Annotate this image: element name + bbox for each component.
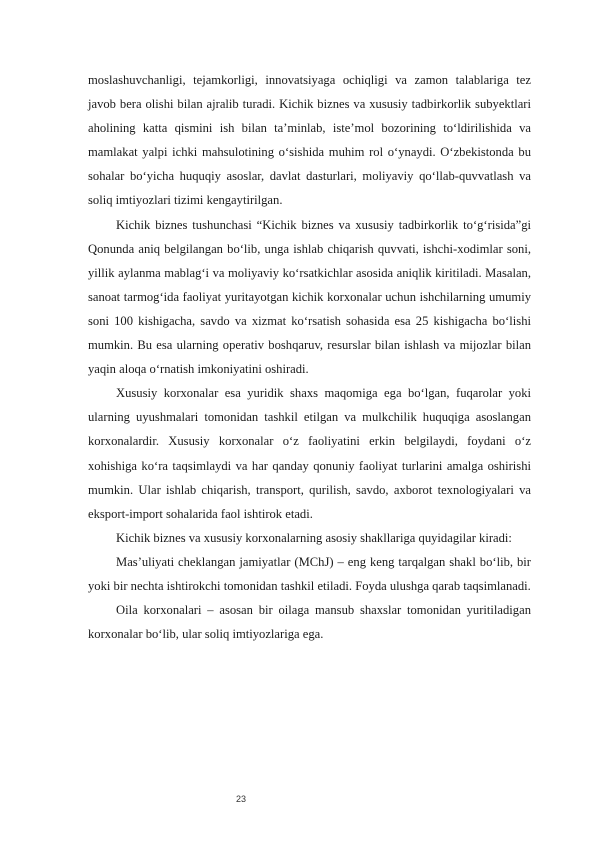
body-text <box>88 68 531 646</box>
paragraph-private-enterprises: Xususiy korxonalar esa yuridik shaxs maqomiga ega bo‘lgan, fuqarolar yoki ularning uyushmalari tomonidan tashkil etilgan va mulkchilik huquqiga asoslangan korxonalardir. Xususiy korxonalar o‘z faoliyatini erkin belgilaydi, foydani o‘z xohishiga ko‘ra taqsimlaydi va har qanday qonuniy faoliyat turlarini amalga oshirishi mumkin. Ular ishlab chiqarish, transport, qurilish, savdo, axborot texnologiyalari va eksport-import sohalarida faol ishtirok etadi. <box>88 386 531 521</box>
page-number: 23 <box>235 794 246 804</box>
paragraph-small-business-definition: Kichik biznes tushunchasi “Kichik biznes va xususiy tadbirkorlik to‘g‘risida”gi Qonunda aniq belgilangan bo‘lib, unga ishlab chiqarish quvvati, ishchi-xodimlar soni, yillik aylanma mablag‘i va moliyaviy ko‘rsatkichlar asosida aniqlik kiritiladi. Masalan, sanoat tarmog‘ida faoliyat yuritayotgan kichik korxonalar uchun ishchilarning umumiy soni 100 kishigacha, savdo va xizmat ko‘rsatish sohasida esa 25 kishigacha bo‘lishi mumkin. Bu esa ularning operativ boshqaruv, resurslar bilan ishlash va mijozlar bilan yaqin aloqa o‘rnatish imkoniyatini oshiradi. <box>88 217 531 377</box>
paragraph-continuation: moslashuvchanligi, tejamkorligi, innovatsiyaga ochiqligi va zamon talablariga tez javob bera olishi bilan ajralib turadi. Kichik biznes va xususiy tadbirkorlik subyektlari aholining katta qismini ish bilan ta’minlab, iste’mol bozorining to‘ldirilishida va mamlakat yalpi ichki mahsulotining o‘sishida muhim rol o‘ynaydi. O‘zbekistonda bu sohalar bo‘yicha huquqiy asoslar, davlat dasturlari, moliyaviy qo‘llab-quvvatlash va soliq imtiyozlari tizimi kengaytirilgan. <box>88 73 531 208</box>
paragraph-main-forms-intro: Kichik biznes va xususiy korxonalarning asosiy shakllariga quyidagilar kiradi: <box>116 530 512 545</box>
paragraph-family-enterprises: Oila korxonalari – asosan bir oilaga mansub shaxslar tomonidan yuritiladigan korxonalar bo‘lib, ular soliq imtiyozlariga ega. <box>88 603 531 642</box>
paragraph-llc: Mas’uliyati cheklangan jamiyatlar (MChJ) – eng keng tarqalgan shakl bo‘lib, bir yoki bir nechta ishtirokchi tomonidan tashkil etiladi. Foyda ulushga qarab taqsimlanadi. <box>88 554 531 593</box>
